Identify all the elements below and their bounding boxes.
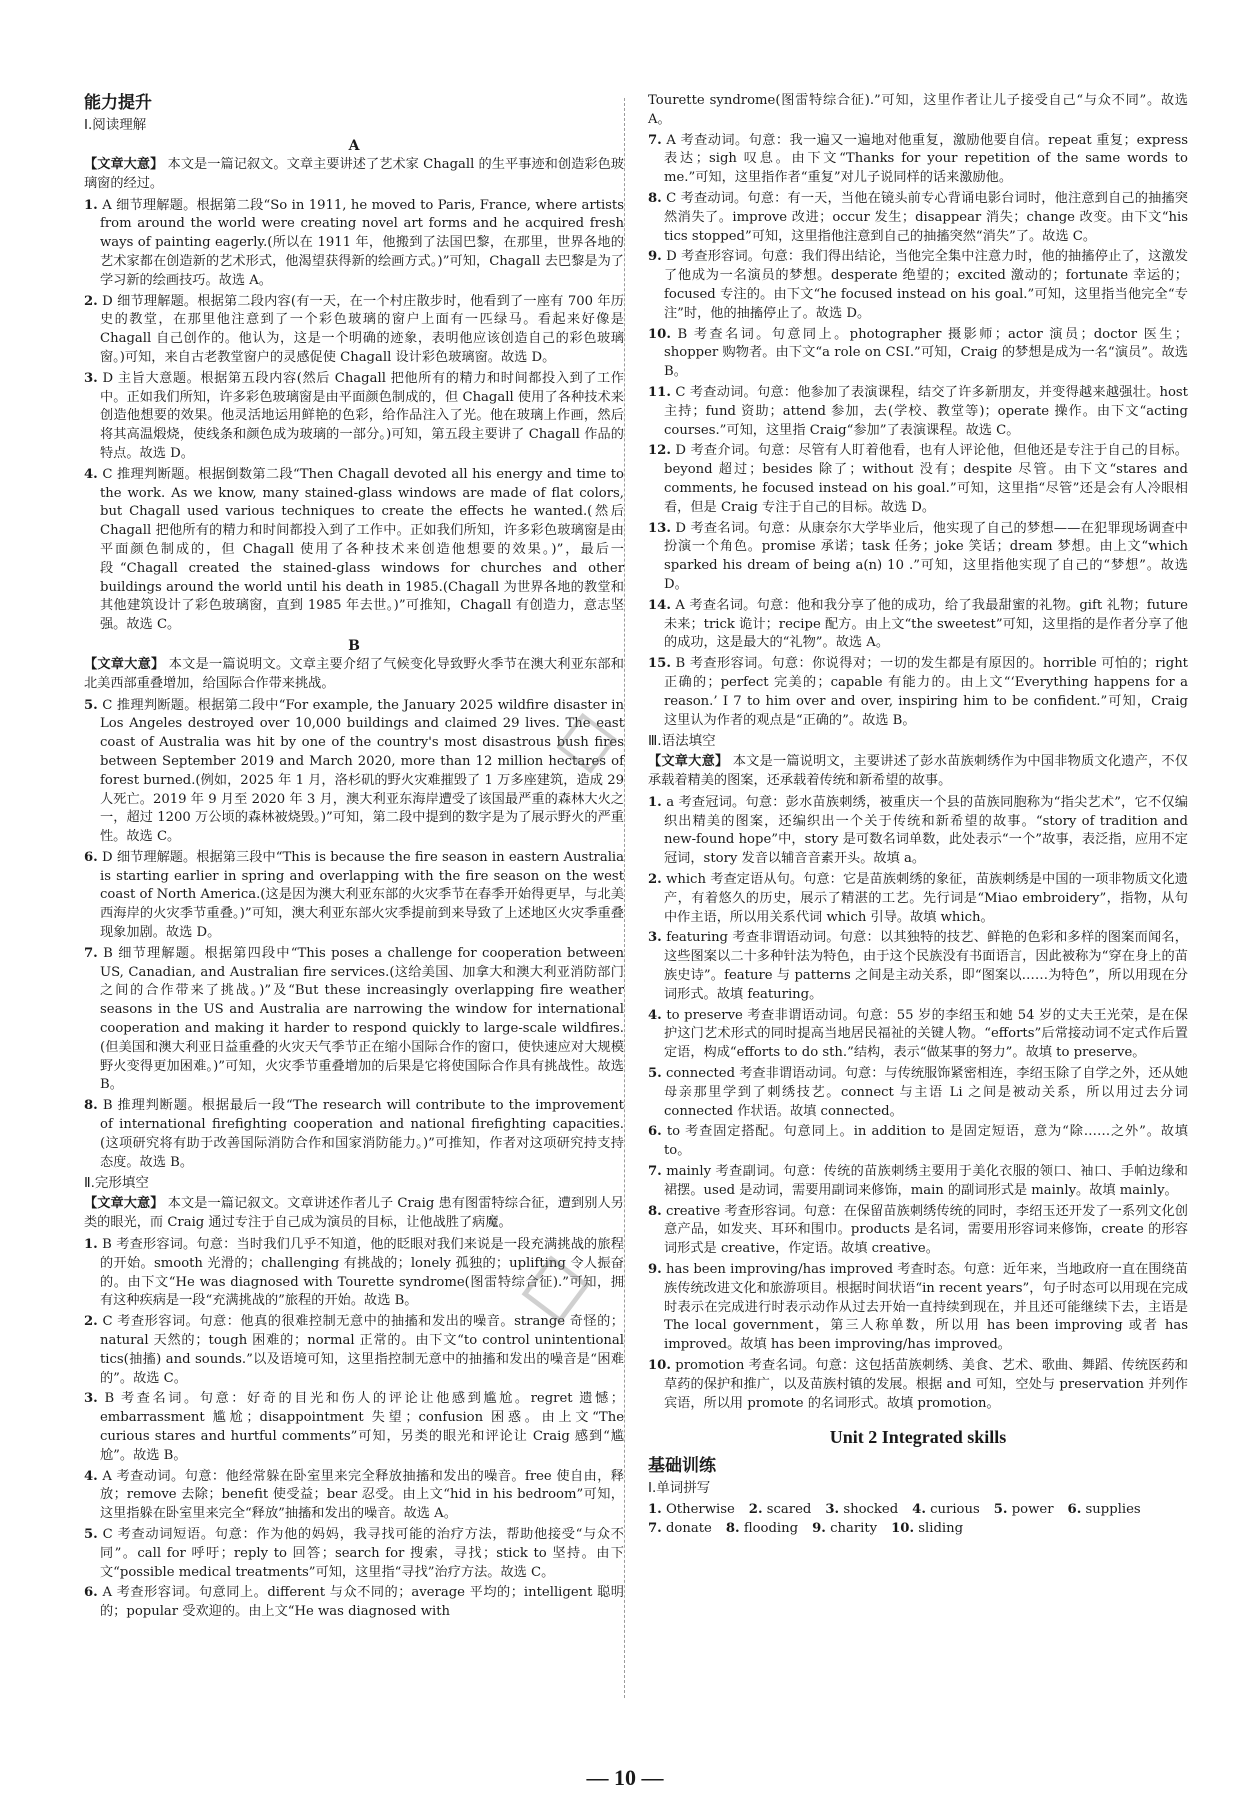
- answer-item: [84, 1097, 624, 1172]
- answer-list-grammar: [648, 794, 1188, 1414]
- answer-item: [648, 326, 1188, 382]
- answer-number: 7.: [648, 132, 662, 148]
- answer-number: 6.: [84, 1585, 98, 1601]
- summary-tag: 【文章大意】: [84, 1196, 164, 1212]
- word-answer: [648, 1502, 735, 1517]
- answer-item: [84, 1584, 624, 1622]
- section-reading-title: Ⅰ.阅读理解: [84, 117, 147, 133]
- left-column: [84, 92, 624, 1624]
- answer-number: 10.: [648, 1358, 671, 1373]
- section-cloze-title: Ⅱ.完形填空: [84, 1175, 149, 1192]
- answer-item: [84, 370, 624, 464]
- answer-text: promotion 考查名词。句意：这包括苗族刺绣、美食、艺术、歌曲、舞蹈、传统医药和草药的保护和推广，以及苗族村镇的发展。根据 and 可知，空处与 preservation 并列作宾语，所以用 promote 的名词形式。故填 promotion。: [664, 1358, 1188, 1411]
- answer-text: a 考查冠词。句意：彭水苗族刺绣，被重庆一个县的苗族同胞称为“指尖艺术”，它不仅编织出精美的图案，还编织出一个关于传统和新希望的故事。“story of tradition and new-found hope”中，story 是可数名词单数，此处表示“一个”故事，表泛指，应用不定冠词，story 发音以辅音音素开头。故填 a。: [664, 794, 1188, 867]
- answer-item: [648, 190, 1188, 246]
- section-heading-ability: 能力提升: [84, 93, 152, 113]
- summary-tag: 【文章大意】: [648, 754, 729, 770]
- answer-item: [648, 1261, 1188, 1355]
- answer-text: B 考查名词。句意同上。photographer 摄影师；actor 演员；doctor 医生；shopper 购物者。由下文“a role on CSI.”可知，Craig 的梦想是成为一名“演员”。故选 B。: [664, 326, 1188, 380]
- answer-item: [648, 794, 1188, 869]
- answer-number: 9.: [648, 1262, 662, 1278]
- answer-number: 1.: [648, 794, 662, 810]
- word-answers-line-2: [648, 1519, 1188, 1538]
- answer-item: [648, 92, 1188, 130]
- answer-number: 3.: [84, 1391, 98, 1407]
- word-number: 1.: [648, 1502, 662, 1518]
- answer-number: 11.: [648, 384, 671, 400]
- answer-text: C 推理判断题。根据第二段中“For example, the January 2025 wildfire disaster in Los Angeles destroyed over 10,000 buildings and claimed 29 lives. The east coast of Australia was hit by one of the country's most disastrous bush fires between September 2019 and March 2020, more than 12 million hectares of forest burned.(例如，2025 年 1 月，洛杉矶的野火灾难摧毁了 1 万多座建筑，造成 29 人死亡。2019 年 9 月至 2020 年 3 月，澳大利亚东海岸遭受了该国最严重的森林大火之一，超过 1200 万公顷的森林被烧毁。)”可知，第二段中提到的数字是为了展示野火的严重性。故选 C。: [100, 697, 624, 845]
- answer-number: 14.: [648, 597, 671, 613]
- answer-item: [648, 132, 1188, 188]
- word-number: 4.: [912, 1502, 926, 1518]
- word-number: 2.: [748, 1502, 763, 1518]
- answer-item: [84, 1468, 624, 1524]
- word-answer: [912, 1502, 980, 1517]
- word-answer: [891, 1521, 963, 1536]
- answer-text: D 考查介词。句意：尽管有人盯着他看，也有人评论他，但他还是专注于自己的目标。beyond 超过；besides 除了；without 没有；despite 尽管。由下文“stares and comments, he focused instead on his goal.”可知，这里指“尽管”还是会有人冷眼相看，但是 Craig 专注于自己的目标。故选 D。: [664, 443, 1188, 515]
- answer-text: which 考查定语从句。句意：它是苗族刺绣的象征，苗族刺绣是中国的一项非物质文化遗产，有着悠久的历史，展示了精湛的工艺。先行词是“Miao embroidery”，指物，从句中作主语，所以用关系代词 which 引导。故填 which。: [664, 872, 1188, 925]
- summary-a: [84, 156, 624, 194]
- basic-training-heading: 基础训练: [648, 1456, 716, 1477]
- summary-text: 本文是一篇说明文。文章主要介绍了气候变化导致野火季节在澳大利亚东部和北美西部重叠增加，给国际合作带来挑战。: [84, 656, 624, 691]
- word-text: flooding: [743, 1521, 799, 1537]
- summary-tag: 【文章大意】: [84, 656, 165, 672]
- answer-number: 8.: [648, 1203, 662, 1219]
- answer-item: [648, 1007, 1188, 1063]
- word-text: curious: [930, 1502, 980, 1518]
- word-number: 8.: [725, 1521, 740, 1537]
- answer-item: [84, 1526, 624, 1582]
- summary-text: 本文是一篇记叙文。文章讲述作者儿子 Craig 患有图雷特综合征，遭到别人另类的眼光，而 Craig 通过专注于自己成为演员的目标，让他战胜了病魔。: [84, 1196, 624, 1231]
- answer-number: 2.: [84, 1314, 98, 1330]
- watermark-stamp: ◇: [548, 686, 623, 787]
- answer-item: [84, 197, 624, 291]
- summary-text: 本文是一篇说明文，主要讲述了彭水苗族刺绣作为中国非物质文化遗产，不仅承载着精美的图案，还承载着传统和新希望的故事。: [648, 754, 1188, 789]
- answer-item: [648, 871, 1188, 927]
- answer-text: C 考查动词。句意：他参加了表演课程，结交了许多新朋友，并变得越来越强壮。host 主持；fund 资助；attend 参加，去(学校、教堂等)；operate 操作。由下文“acting courses.”可知，这里指 Craig“参加”了表演课程。故选 C。: [664, 384, 1188, 438]
- summary-text: 本文是一篇记叙文。文章主要讲述了艺术家 Chagall 的生平事迹和创造彩色玻璃窗的经过。: [84, 157, 624, 191]
- answer-text: A 考查动词。句意：他经常躲在卧室里来完全释放抽搐和发出的噪音。free 使自由，释放；remove 去除；benefit 使受益；bear 忍受。由上文“hid in his bedroom”可知，这里指躲在卧室里来完全“释放”抽搐和发出的噪音。故选 A。: [100, 1468, 624, 1522]
- watermark-stamp: ◇: [513, 1225, 597, 1340]
- passage-a-label: A: [348, 138, 360, 154]
- word-text: supplies: [1085, 1502, 1141, 1518]
- answer-number: 5.: [84, 697, 98, 713]
- answer-list-cloze: [84, 1236, 624, 1622]
- answer-item: [648, 520, 1188, 595]
- answer-number: 3.: [648, 930, 662, 946]
- answer-text: C 考查动词。句意：有一天，当他在镜头前专心背诵电影台词时，他注意到自己的抽搐突然消失了。improve 改进；occur 发生；disappear 消失；change 改变。由下文“his tics stopped”可知，这里指他注意到自己的抽搐突然“消失”了。故选 C。: [664, 190, 1188, 244]
- word-text: charity: [830, 1521, 878, 1537]
- answer-text: B 推理判断题。根据最后一段“The research will contribute to the improvement of international firefighting cooperation and national firefighting capacities.(这项研究将有助于改善国际消防合作和国家消防能力。)”可推知，作者对这项研究持支持态度。故选 B。: [100, 1098, 624, 1170]
- answer-number: 9.: [648, 249, 662, 265]
- answer-number: 2.: [84, 293, 98, 309]
- answer-text: C 考查形容词。句意：他真的很难控制无意中的抽搐和发出的噪音。strange 奇怪的；natural 天然的；tough 困难的；normal 正常的。由下文“to control unintentional tics(抽搐) and sounds.”以及语境可知，这里指控制无意中的抽搐和发出的噪音是“困难的”。故选 C。: [100, 1314, 624, 1386]
- answer-text: B 考查名词。句意：好奇的目光和伤人的评论让他感到尴尬。regret 遗憾；embarrassment 尴尬；disappointment 失望；confusion 困惑。由上文“The curious stares and hurtful comments”可知，另类的眼光和评论让 Craig 感到“尴尬”。故选 B。: [100, 1391, 624, 1463]
- answer-item: [648, 597, 1188, 653]
- unit-title: Unit 2 Integrated skills: [829, 1427, 1007, 1448]
- answer-number: 4.: [84, 466, 98, 482]
- answer-text: A 细节理解题。根据第二段“So in 1911, he moved to Paris, France, where artists from around the world were creating novel art forms and he acquired fresh ways of painting eagerly.(所以在 1911 年，他搬到了法国巴黎，在那里，世界各地的艺术家都在创造新的艺术形式，他渴望获得新的绘画方式。)”可知，Chagall 去巴黎是为了学习新的绘画技巧。故选 A。: [100, 197, 624, 288]
- word-answer: [749, 1502, 812, 1517]
- answer-text: B 考查形容词。句意：当时我们几乎不知道，他的眨眼对我们来说是一段充满挑战的旅程的开始。smooth 光滑的；challenging 有挑战的；lonely 孤独的；uplifting 令人振奋的。由下文“He was diagnosed with Tourette syndrome(图雷特综合征).”可知，拥有这种疾病是一段“充满挑战的”旅程的开始。故选 B。: [100, 1237, 624, 1309]
- answer-item: [648, 384, 1188, 440]
- word-number: 6.: [1067, 1502, 1082, 1518]
- answer-text: to 考查固定搭配。句意同上。in addition to 是固定短语，意为“除……之外”。故填 to。: [664, 1124, 1188, 1159]
- word-number: 5.: [993, 1502, 1008, 1518]
- answer-number: 6.: [648, 1124, 662, 1140]
- answer-number: 5.: [648, 1066, 662, 1082]
- answer-text: has been improving/has improved 考查时态。句意：近年来，当地政府一直在围绕苗族传统改进文化和旅游项目。根据时间状语“in recent years”，句子时态可以用现在完成时表示在完成进行时表示动作从过去开始一直持续到现在，并且还可能继续下去，主语是 The local government，第三人称单数，所以用 has been improving 或者 has improved。故填 has been improving/has improved。: [664, 1262, 1188, 1353]
- answer-text: D 主旨大意题。根据第五段内容(然后 Chagall 把他所有的精力和时间都投入到了工作中。正如我们所知，许多彩色玻璃窗是由平面颜色制成的，但 Chagall 使用了各种技术来创造他想要的效果。他灵活地运用鲜艳的色彩，给作品注入了光。他在玻璃上作画，然后将其高温煅烧，使线条和颜色成为玻璃的一部分。)可知，第五段主要讲了 Chagall 作品的特点。故选 D。: [100, 370, 624, 461]
- word-number: 9.: [812, 1521, 826, 1537]
- answer-text: to preserve 考查非谓语动词。句意：55 岁的李绍玉和她 54 岁的丈夫王光荣，是在保护这门艺术形式的同时提高当地居民福祉的关键人物。“efforts”后常接动词不定式作后置定语，构成“efforts to do sth.”结构，表示“做某事的努力”。故填 to preserve。: [664, 1007, 1188, 1061]
- answer-number: 7.: [648, 1164, 662, 1180]
- answer-text: C 推理判断题。根据倒数第二段“Then Chagall devoted all his energy and time to the work. As we know, many stained-glass windows are made of flat colors, but Chagall used various techniques to create the effects he wanted.(然后 Chagall 把他所有的精力和时间都投入到了工作中。正如我们所知，许多彩色玻璃窗是由平面颜色制成的，但 Chagall 使用了各种技术来创造他想要的效果。)”，最后一段“Chagall created the stained-glass windows for churches and other buildings around the world until his death in 1985.(Chagall 为世界各地的教堂和其他建筑设计了彩色玻璃窗，直到 1985 年去世。)”可推知，Chagall 有创造力，意志坚强。故选 C。: [100, 466, 624, 633]
- column-divider: [624, 98, 625, 1698]
- word-answer: [1068, 1502, 1141, 1517]
- answer-text: A 考查名词。句意：他和我分享了他的成功，给了我最甜蜜的礼物。gift 礼物；future 未来；trick 诡计；recipe 配方。由上文“the sweetest”可知，这里指的是作者分享了他的成功，这是最大的“礼物”。故选 A。: [664, 597, 1188, 651]
- answer-text: A 考查动词。句意：我一遍又一遍地对他重复，激励他要自信。repeat 重复；express 表达；sigh 叹息。由下文“Thanks for your repetition of the same words to me.”可知，这里指作者“重复”对儿子说同样的话来激励他。: [664, 132, 1188, 186]
- answer-item: [648, 929, 1188, 1004]
- answer-text: creative 考查形容词。句意：在保留苗族刺绣传统的同时，李绍玉还开发了一系列文化创意产品，如发夹、耳环和围巾。products 是名词，需要用形容词来修饰，create 的形容词形式是 creative，作定语。故填 creative。: [664, 1203, 1188, 1257]
- answer-text: D 细节理解题。根据第二段内容(有一天，在一个村庄散步时，他看到了一座有 700 年历史的教堂，在那里他注意到了一个彩色玻璃的窗户上面有一匹绿马。看起来好像是 Chagall 自己创作的。他认为，这是一个明确的迹象，表明他应该创造自己的彩色玻璃窗。)可知，来自古老教堂窗户的灵感促使 Chagall 设计彩色玻璃窗。故选 D。: [100, 293, 624, 365]
- answer-text: mainly 考查副词。句意：传统的苗族刺绣主要用于美化衣服的领口、袖口、手帕边缘和裙摆。used 是动词，需要用副词来修饰，main 的副词形式是 mainly。故填 mainly。: [664, 1164, 1188, 1198]
- answer-number: 1.: [84, 1237, 98, 1253]
- right-column: [648, 92, 1188, 1538]
- answer-number: 3.: [84, 370, 98, 386]
- answer-item: [84, 1390, 624, 1465]
- answer-text: featuring 考查非谓语动词。句意：以其独特的技艺、鲜艳的色彩和多样的图案而闻名，这些图案以二十多种针法为特色，由于这个民族没有书面语言，因此被称为“穿在身上的苗族史诗”。feature 与 patterns 之间是主动关系，即“图案以……为特色”，所以用现在分词形式。故填 featuring。: [664, 930, 1188, 1002]
- word-answer: [825, 1502, 898, 1517]
- answer-list-b: [84, 697, 624, 1173]
- answer-item: [648, 1357, 1188, 1413]
- answer-item: [648, 442, 1188, 517]
- answer-item: [84, 1313, 624, 1388]
- answer-number: 4.: [648, 1007, 662, 1023]
- word-text: donate: [665, 1521, 712, 1537]
- word-number: 7.: [648, 1521, 662, 1537]
- word-number: 10.: [891, 1521, 915, 1537]
- answer-item: [648, 1065, 1188, 1121]
- word-answer: [726, 1521, 798, 1536]
- word-text: shocked: [843, 1502, 899, 1518]
- answer-text: D 考查名词。句意：从康奈尔大学毕业后，他实现了自己的梦想——在犯罪现场调查中扮演一个角色。promise 承诺；task 任务；joke 笑话；dream 梦想。由上文“which sparked his dream of being a(n) 10 .”可知，这里指他实现了自己的“梦想”。故选 D。: [664, 520, 1188, 592]
- answer-number: 15.: [648, 656, 671, 672]
- summary-tag: 【文章大意】: [84, 157, 164, 172]
- answer-number: 4.: [84, 1468, 98, 1484]
- summary-b: [84, 656, 624, 694]
- answer-item: [84, 293, 624, 368]
- word-answers-line-1: [648, 1500, 1188, 1519]
- answer-number: 6.: [84, 849, 98, 865]
- answer-item: [648, 1163, 1188, 1201]
- answer-text: B 细节理解题。根据第四段中“This poses a challenge for cooperation between US, Canadian, and Australian fire services.(这给美国、加拿大和澳大利亚消防部门之间的合作带来了挑战。)”及“But these increasingly overlapping fire weather seasons in the US and Australia are narrowing the window for international cooperation and making it harder to respond quickly to large-scale wildfires.(但美国和澳大利亚日益重叠的火灾天气季节正在缩小国际合作的窗口，使快速应对大规模野火变得更加困难。)”可知，火灾季节重叠增加的后果是它将使国际合作具有挑战性。故选 B。: [100, 945, 624, 1093]
- page-number: — 10 —: [586, 1765, 664, 1790]
- answer-item: [84, 697, 624, 847]
- answer-text: C 考查动词短语。句意：作为他的妈妈，我寻找可能的治疗方法，帮助他接受“与众不同”。call for 呼吁；reply to 回答；search for 搜索，寻找；stick to 坚持。由下文“possible medical treatments”可知，这里指“寻找”治疗方法。故选 C。: [100, 1526, 624, 1580]
- passage-b-label: B: [348, 637, 360, 654]
- answer-item: [84, 466, 624, 635]
- answer-number: 8.: [84, 1098, 98, 1114]
- answer-number: 5.: [84, 1526, 98, 1542]
- answer-text: Tourette syndrome(图雷特综合征).”可知，这里作者让儿子接受自己“与众不同”。故选 A。: [648, 93, 1188, 127]
- summary-d: [648, 753, 1188, 791]
- answer-number: 7.: [84, 945, 98, 961]
- answer-item: [84, 1236, 624, 1311]
- answer-number: 1.: [84, 197, 98, 213]
- summary-c: [84, 1195, 624, 1233]
- answer-number: 13.: [648, 520, 671, 536]
- word-answer: [812, 1521, 877, 1536]
- word-text: scared: [766, 1502, 812, 1518]
- answer-item: [648, 1203, 1188, 1259]
- answer-number: 10.: [648, 326, 671, 342]
- answer-item: [648, 1123, 1188, 1161]
- answer-list-a: [84, 197, 624, 635]
- word-text: sliding: [918, 1521, 964, 1537]
- answer-item: [648, 655, 1188, 730]
- word-number: 3.: [825, 1502, 840, 1518]
- answer-text: B 考查形容词。句意：你说得对；一切的发生都是有原因的。horrible 可怕的；right 正确的；perfect 完美的；capable 有能力的。由上文“‘Everything happens for a reason.’ I 7 to him over and over, inspiring him to be confident.”可知，Craig 这里认为作者的观点是“正确的”。故选 B。: [664, 656, 1188, 728]
- word-text: power: [1011, 1502, 1054, 1518]
- answer-text: A 考查形容词。句意同上。different 与众不同的；average 平均的；intelligent 聪明的；popular 受欢迎的。由上文“He was diagnosed with: [100, 1585, 624, 1620]
- word-answer: [994, 1502, 1054, 1517]
- answer-number: 12.: [648, 443, 671, 459]
- word-text: Otherwise: [665, 1502, 735, 1518]
- word-answer: [648, 1521, 712, 1536]
- answer-item: [84, 945, 624, 1095]
- answer-item: [648, 248, 1188, 323]
- answer-text: D 考查形容词。句意：我们得出结论，当他完全集中注意力时，他的抽搐停止了，这激发了他成为一名演员的梦想。desperate 绝望的；excited 激动的；fortunate 幸运的；focused 专注的。由下文“he focused instead on his goal.”可知，这里指当他完全“专注”时，他的抽搐停止了。故选 D。: [664, 249, 1188, 321]
- answer-number: 2.: [648, 872, 662, 888]
- answer-list-cloze-continued: [648, 92, 1188, 730]
- section-spelling-title: Ⅰ.单词拼写: [648, 1480, 711, 1497]
- section-grammar-title: Ⅲ.语法填空: [648, 733, 716, 750]
- answer-text: connected 考查非谓语动词。句意：与传统服饰紧密相连，李绍玉除了自学之外，还从她母亲那里学到了刺绣技艺。connect 与主语 Li 之间是被动关系，所以用过去分词 connected 作状语。故填 connected。: [664, 1066, 1188, 1119]
- answer-text: D 细节理解题。根据第三段中“This is because the fire season in eastern Australia is starting earlier in spring and overlapping with the fire season on the west coast of North America.(这是因为澳大利亚东部的火灾季节在春季开始得更早，与北美西海岸的火灾季节重叠。)”可知，澳大利亚东部火灾季提前到来导致了上述地区火灾季重叠现象加剧。故选 D。: [100, 849, 624, 941]
- answer-item: [84, 849, 624, 943]
- answer-number: 8.: [648, 190, 662, 206]
